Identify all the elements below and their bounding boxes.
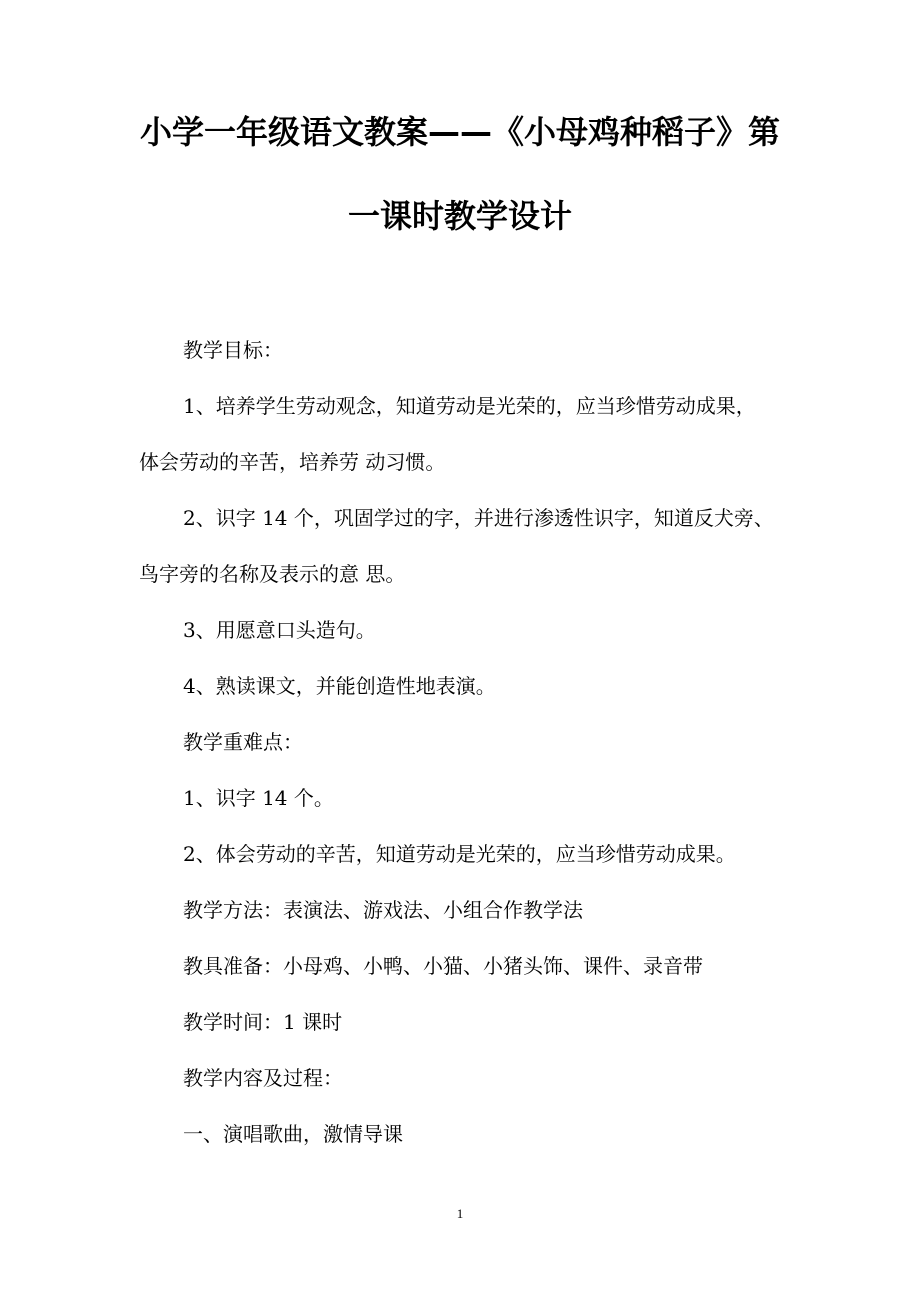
document-title-line-1: 小学一年级语文教案——《小母鸡种稻子》第 [139,113,780,151]
process-step-1: 一、演唱歌曲，激情导课 [183,1122,403,1146]
objective-1-line-2: 体会劳动的辛苦，培养劳 动习惯。 [139,450,446,474]
objective-1-line-1: 1、培养学生劳动观念，知道劳动是光荣的，应当珍惜劳动成果， [183,394,756,418]
objective-2-line-2: 鸟字旁的名称及表示的意 思。 [139,562,406,586]
page-number: 1 [456,1206,464,1221]
objective-4: 4、熟读课文，并能创造性地表演。 [183,674,496,698]
teaching-methods: 教学方法：表演法、游戏法、小组合作教学法 [183,898,583,922]
section-heading-key-points: 教学重难点： [183,730,303,754]
teaching-time: 教学时间：1 课时 [183,1010,343,1034]
key-point-2: 2、体会劳动的辛苦，知道劳动是光荣的，应当珍惜劳动成果。 [183,842,736,866]
objective-2-line-1: 2、识字 14 个，巩固学过的字，并进行渗透性识字，知道反犬旁、 [183,506,774,530]
section-heading-process: 教学内容及过程： [183,1066,343,1090]
section-heading-objectives: 教学目标： [183,338,283,362]
key-point-1: 1、识字 14 个。 [183,786,334,810]
teaching-aids: 教具准备：小母鸡、小鸭、小猫、小猪头饰、课件、录音带 [183,954,703,978]
objective-3: 3、用愿意口头造句。 [183,618,376,642]
document-title-line-2: 一课时教学设计 [347,197,572,235]
